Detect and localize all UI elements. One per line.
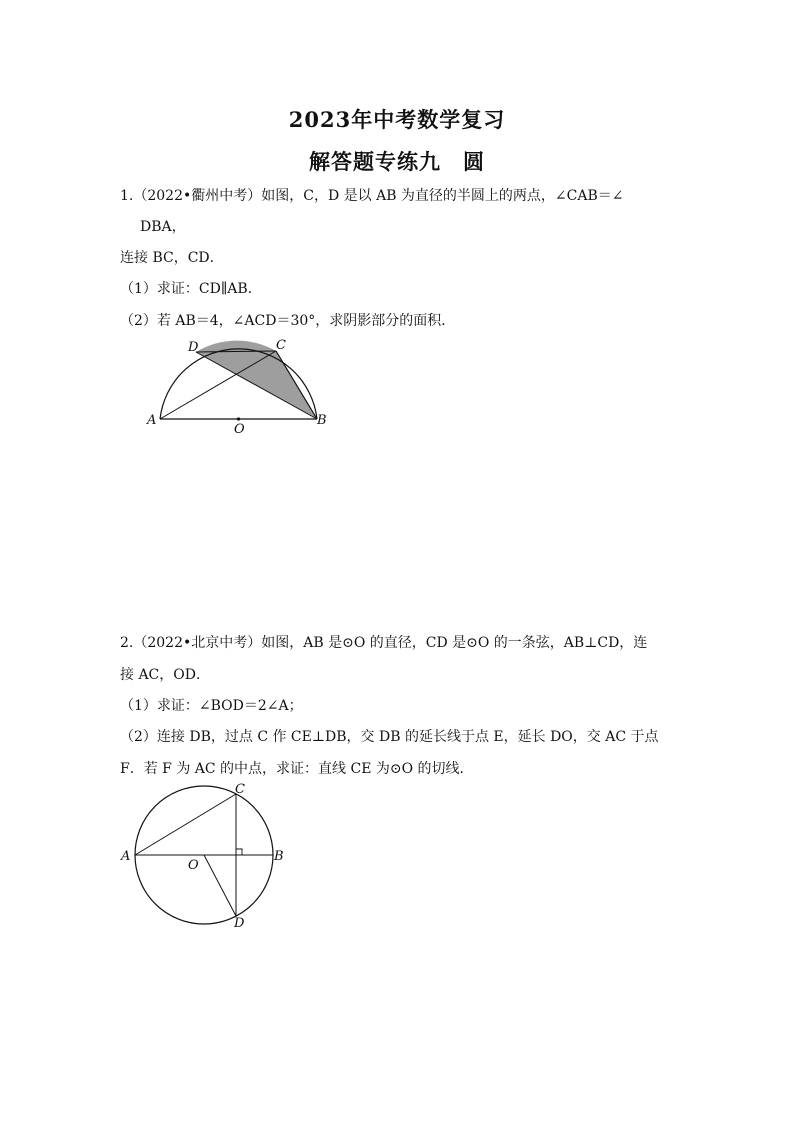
q1-center-point [237, 417, 240, 420]
q2-circle-figure [118, 780, 298, 930]
q1-stem-line1: 1.（2022•衢州中考）如图，C，D 是以 AB 为直径的半圆上的两点，∠CAB＝∠ [120, 188, 624, 204]
page-subtitle: 解答题专练九 圆 [309, 149, 485, 174]
q1-part1: （1）求证：CD∥AB． [120, 281, 262, 297]
q1-part2: （2）若 AB＝4，∠ACD＝30°，求阴影部分的面积． [120, 313, 456, 329]
q2-label-d: D [234, 916, 245, 931]
q1-stem-line2: DBA， [140, 219, 186, 235]
q2-part3: F．若 F 为 AC 的中点，求证：直线 CE 为⊙O 的切线． [120, 761, 474, 777]
q2-segment-od [204, 855, 236, 916]
q1-label-o: O [234, 422, 245, 437]
q1-shaded-segment [196, 341, 276, 352]
q2-stem-line1: 2.（2022•北京中考）如图，AB 是⊙O 的直径，CD 是⊙O 的一条弦，AB⊥CD，连 [120, 635, 648, 651]
page-title: 2023年中考数学复习 [288, 107, 506, 132]
q2-label-b: B [274, 849, 284, 864]
q2-label-o: O [188, 858, 199, 873]
q2-right-angle-mark [236, 849, 242, 855]
q1-label-b: B [317, 413, 327, 428]
q1-label-a: A [147, 413, 157, 428]
q2-label-a: A [121, 849, 131, 864]
q1-stem-line3: 连接 BC，CD． [120, 250, 224, 266]
q2-stem-line2: 接 AC，OD． [120, 667, 210, 683]
q1-semicircle-figure [140, 335, 340, 440]
q2-segment-ac [135, 794, 236, 855]
q2-part1: （1）求证：∠BOD＝2∠A； [120, 698, 303, 714]
q2-label-c: C [235, 782, 245, 797]
q2-part2: （2）连接 DB，过点 C 作 CE⊥DB，交 DB 的延长线于点 E，延长 DO，交 AC 于点 [120, 729, 659, 745]
q1-label-d: D [188, 340, 199, 355]
q1-label-c: C [276, 338, 286, 353]
